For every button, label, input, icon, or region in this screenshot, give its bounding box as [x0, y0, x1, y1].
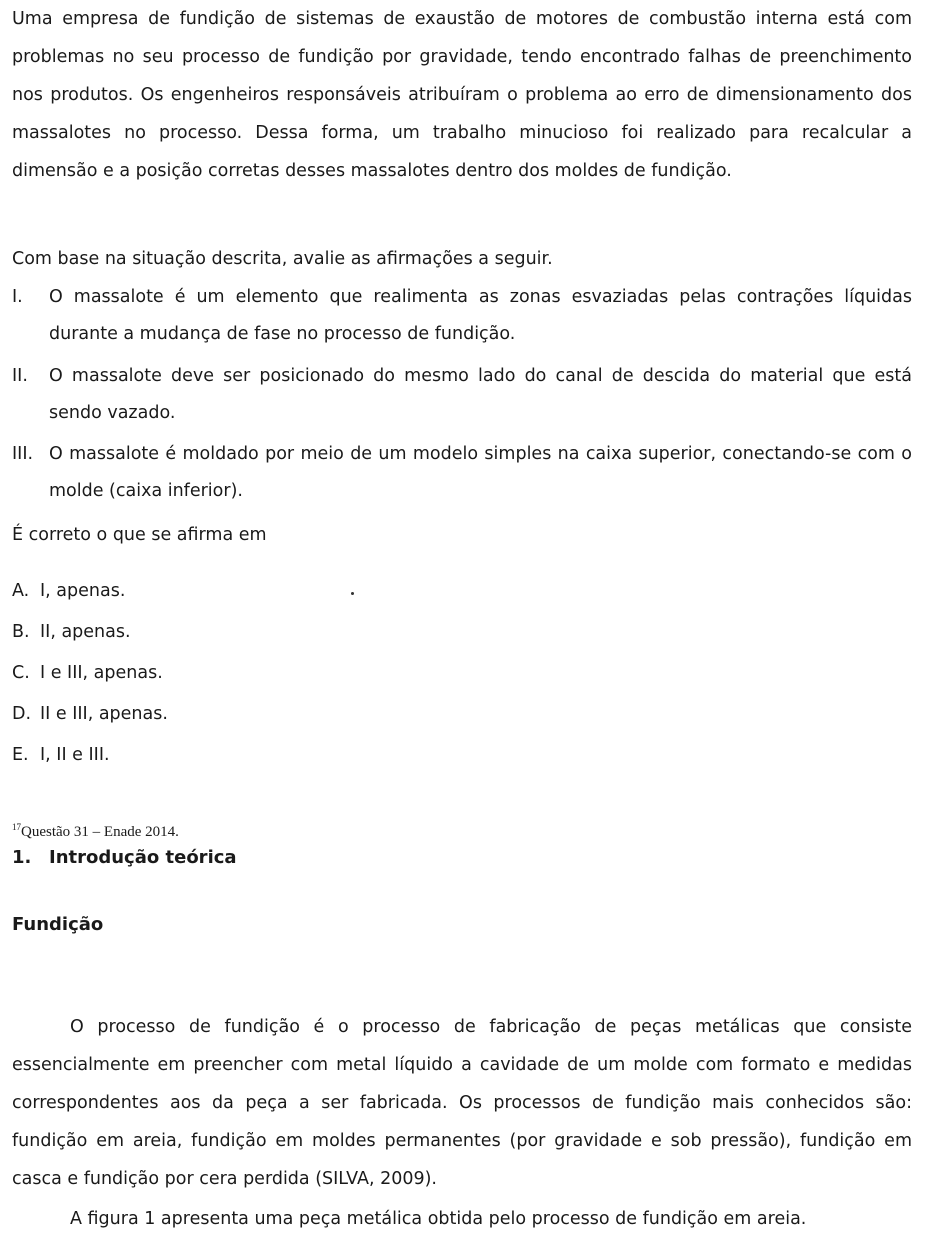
body-paragraph-1: O processo de fundição é o processo de fabricação de peças metálicas que consiste essencialmente em preencher com metal líquido a cavidade de um molde com formato e medidas correspondentes aos da peça a ser fabricada. Os processos de fundição mais conhecidos são: fundição em areia, fundição em moldes permanentes (por gravidade e sob pressão), fundição em casca e fundição por cera perdida (SILVA, 2009).	[12, 1017, 912, 1189]
section-title: Introdução teórica	[49, 847, 237, 868]
statement-number: I.	[12, 287, 23, 307]
option-letter: A.	[12, 581, 30, 601]
section-number: 1.	[12, 847, 32, 868]
statement-text: O massalote é moldado por meio de um modelo simples na caixa superior, conectando-se com o molde (caixa inferior).	[49, 444, 912, 501]
option-letter: C.	[12, 663, 30, 683]
option-a[interactable]	[12, 576, 125, 606]
option-text: I, II e III.	[40, 745, 110, 765]
footnote	[12, 822, 179, 841]
statement-text: O massalote deve ser posicionado do mesmo lado do canal de descida do material que está sendo vazado.	[49, 366, 912, 423]
option-letter: E.	[12, 745, 29, 765]
option-b[interactable]	[12, 617, 131, 647]
statement-text: O massalote é um elemento que realimenta as zonas esvaziadas pelas contrações líquidas durante a mudança de fase no processo de fundição.	[49, 287, 912, 344]
footnote-text: Questão 31 – Enade 2014.	[21, 824, 179, 840]
statement-number: III.	[12, 444, 34, 464]
option-text: II e III, apenas.	[40, 704, 168, 724]
footnote-marker: 17	[12, 822, 21, 832]
question-text: É correto o que se afirma em	[12, 525, 267, 545]
option-text: II, apenas.	[40, 622, 131, 642]
option-d[interactable]	[12, 699, 168, 729]
option-e[interactable]	[12, 740, 110, 770]
intro-paragraph: Uma empresa de fundição de sistemas de exaustão de motores de combustão interna está com problemas no seu processo de fundição por gravidade, tendo encontrado falhas de preenchimento nos produtos. Os engenheiros responsáveis atribuíram o problema ao erro de dimensionamento dos massalotes no processo. Dessa forma, um trabalho minucioso foi realizado para recalcular a dimensão e a posição corretas desses massalotes dentro dos moldes de fundição.	[12, 9, 912, 181]
prompt-text: Com base na situação descrita, avalie as afirmações a seguir.	[12, 249, 553, 269]
statement-number: II.	[12, 366, 28, 386]
option-letter: D.	[12, 704, 32, 724]
stray-dot	[351, 592, 354, 595]
option-letter: B.	[12, 622, 30, 642]
section-heading	[12, 843, 237, 873]
option-c[interactable]	[12, 658, 163, 688]
body-paragraph-2: A figura 1 apresenta uma peça metálica obtida pelo processo de fundição em areia.	[70, 1209, 807, 1229]
subsection-heading: Fundição	[12, 914, 104, 935]
option-text: I, apenas.	[40, 581, 126, 601]
option-text: I e III, apenas.	[40, 663, 163, 683]
